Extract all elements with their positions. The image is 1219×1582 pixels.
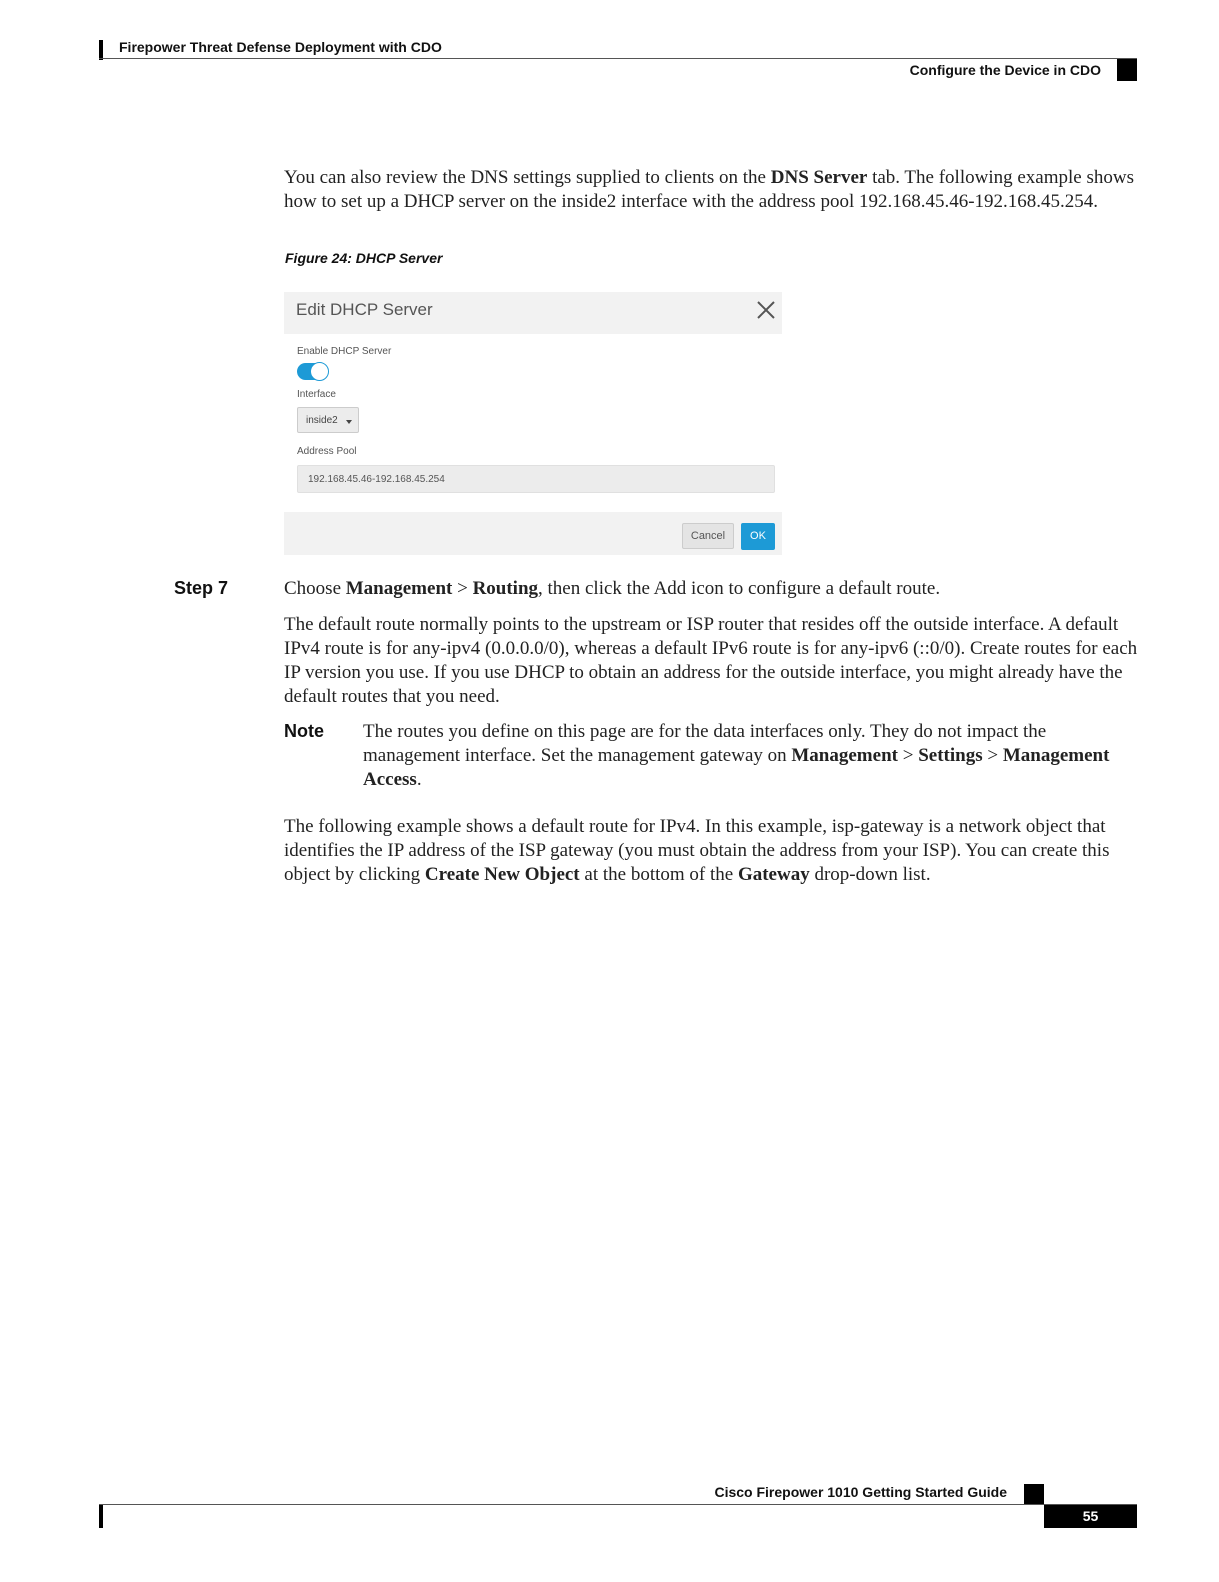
dialog-header	[284, 292, 782, 334]
example-text-3: drop-down list.	[809, 864, 931, 885]
example-text-2: at the bottom of the	[579, 864, 738, 885]
edit-dhcp-server-dialog	[284, 292, 782, 555]
step-text-1: Choose	[284, 578, 346, 599]
note-text	[363, 720, 1144, 792]
chevron-down-icon	[346, 420, 352, 424]
figure-caption: Figure 24: DHCP Server	[285, 250, 443, 266]
example-paragraph	[284, 815, 1144, 887]
interface-select[interactable]	[297, 407, 359, 433]
intro-text-1: You can also review the DNS settings supplied to clients on the	[284, 167, 771, 188]
interface-label: Interface	[297, 389, 336, 400]
enable-dhcp-toggle[interactable]	[297, 363, 328, 380]
note-bold-2: Settings	[918, 745, 983, 766]
example-bold-1: Create New Object	[424, 864, 580, 885]
note-bold-3: Management Access	[363, 745, 1110, 790]
footer-title: Cisco Firepower 1010 Getting Started Guide	[714, 1484, 1007, 1500]
dialog-footer	[284, 512, 782, 555]
note-text-2: >	[897, 745, 919, 766]
footer-block	[1024, 1484, 1044, 1505]
address-pool-label: Address Pool	[297, 446, 357, 457]
step-text	[284, 577, 1144, 601]
header-left-bar	[99, 40, 103, 60]
note-text-3: >	[982, 745, 1003, 766]
header-rule	[99, 58, 1137, 59]
note-text-4: .	[416, 769, 422, 790]
address-pool-input[interactable]: 192.168.45.46-192.168.45.254	[297, 465, 775, 493]
example-text-1: The following example shows a default route for IPv4. In this example, isp-gateway is a network object that identifies the IP address of the ISP gateway (you must obtain the address from your ISP). You can create this object by clicking	[284, 816, 1110, 885]
interface-value: inside2	[306, 415, 338, 426]
header-title: Firepower Threat Defense Deployment with CDO	[119, 39, 442, 55]
intro-paragraph	[284, 166, 1144, 214]
intro-text-2: tab. The following example shows how to set up a DHCP server on the inside2 interface with the address pool 192.168.45.46-192.168.45.254.	[284, 167, 1134, 212]
note-text-1: The routes you define on this page are for the data interfaces only. They do not impact the management interface. Set the management gateway on	[363, 721, 1047, 766]
close-icon[interactable]	[756, 300, 776, 320]
dialog-title: Edit DHCP Server	[296, 300, 433, 319]
step-bold-2: Routing	[472, 578, 539, 599]
toggle-knob	[310, 362, 329, 381]
step-label: Step 7	[174, 578, 229, 598]
step-bold-1: Management	[345, 578, 453, 599]
header-section: Configure the Device in CDO	[909, 62, 1101, 78]
default-route-paragraph: The default route normally points to the upstream or ISP router that resides off the outside interface. A default IPv4 route is for any-ipv4 (0.0.0.0/0), whereas a default IPv6 route is for any-ipv6 (::0/0). Create routes for each IP version you use. If you use DHCP to obtain an address for the outside interface, you might already have the default routes that you need.	[284, 614, 1138, 707]
step-text-3: , then click the Add icon to configure a default route.	[538, 578, 941, 599]
cancel-button[interactable]: Cancel	[682, 523, 734, 549]
header-block	[1117, 59, 1137, 81]
note-label: Note	[284, 721, 324, 741]
footer-rule	[99, 1504, 1137, 1505]
footer-left-bar	[99, 1505, 103, 1528]
example-bold-2: Gateway	[737, 864, 810, 885]
intro-bold-1: DNS Server	[770, 167, 868, 188]
enable-dhcp-label: Enable DHCP Server	[297, 346, 392, 357]
ok-button[interactable]: OK	[741, 523, 775, 550]
page-number: 55	[1082, 1508, 1099, 1524]
step-text-2: >	[452, 578, 473, 599]
note-bold-1: Management	[791, 745, 898, 766]
